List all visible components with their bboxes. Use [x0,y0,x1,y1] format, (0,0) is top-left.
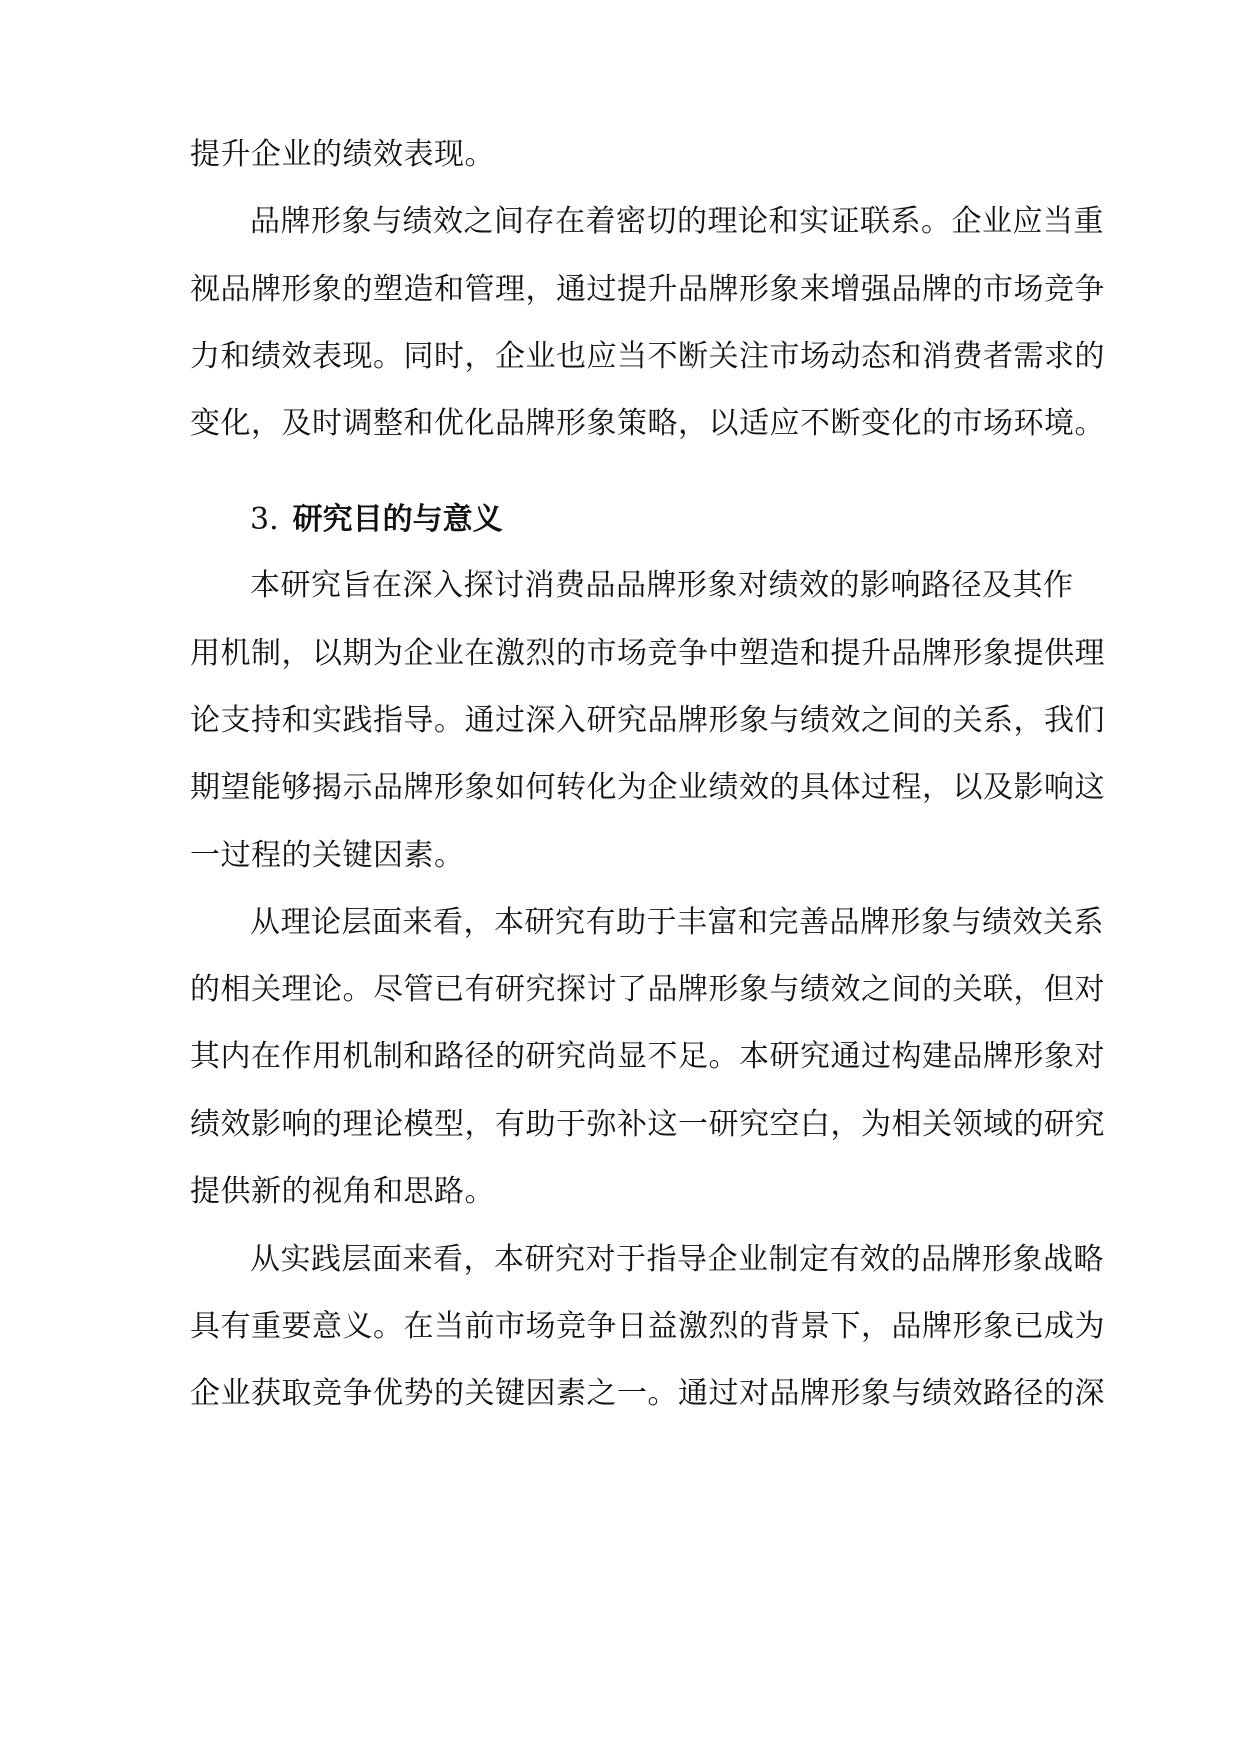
paragraph-line: 其内在作用机制和路径的研究尚显不足。本研究通过构建品牌形象对 [190,1039,1105,1074]
paragraph-line: 的相关理论。尽管已有研究探讨了品牌形象与绩效之间的关联，但对 [190,972,1105,1007]
paragraph-line: 从理论层面来看，本研究有助于丰富和完善品牌形象与绩效关系 [250,905,1104,940]
section-heading [250,500,503,540]
paragraph-line: 本研究旨在深入探讨消费品品牌形象对绩效的影响路径及其作 [250,568,1074,603]
paragraph-line: 视品牌形象的塑造和管理，通过提升品牌形象来增强品牌的市场竞争 [190,272,1105,307]
paragraph-line: 品牌形象与绩效之间存在着密切的理论和实证联系。企业应当重 [250,204,1104,239]
paragraph-line: 期望能够揭示品牌形象如何转化为企业绩效的具体过程，以及影响这 [190,770,1105,805]
paragraph-line: 论支持和实践指导。通过深入研究品牌形象与绩效之间的关系，我们 [190,703,1105,738]
paragraph-line: 变化，及时调整和优化品牌形象策略，以适应不断变化的市场环境。 [190,406,1105,441]
section-title: 研究目的与意义 [292,502,503,537]
paragraph-line: 用机制，以期为企业在激烈的市场竞争中塑造和提升品牌形象提供理 [190,636,1105,671]
paragraph-line: 力和绩效表现。同时，企业也应当不断关注市场动态和消费者需求的 [190,339,1105,374]
paragraph-line: 提升企业的绩效表现。 [190,137,495,172]
paragraph-line: 具有重要意义。在当前市场竞争日益激烈的背景下，品牌形象已成为 [190,1309,1105,1344]
paragraph-line: 企业获取竞争优势的关键因素之一。通过对品牌形象与绩效路径的深 [190,1376,1105,1411]
paragraph-line: 绩效影响的理论模型，有助于弥补这一研究空白，为相关领域的研究 [190,1107,1105,1142]
paragraph-line: 从实践层面来看，本研究对于指导企业制定有效的品牌形象战略 [250,1242,1104,1277]
section-number: 3. [250,502,279,537]
paragraph-line: 一过程的关键因素。 [190,838,465,873]
paragraph-line: 提供新的视角和思路。 [190,1174,495,1209]
